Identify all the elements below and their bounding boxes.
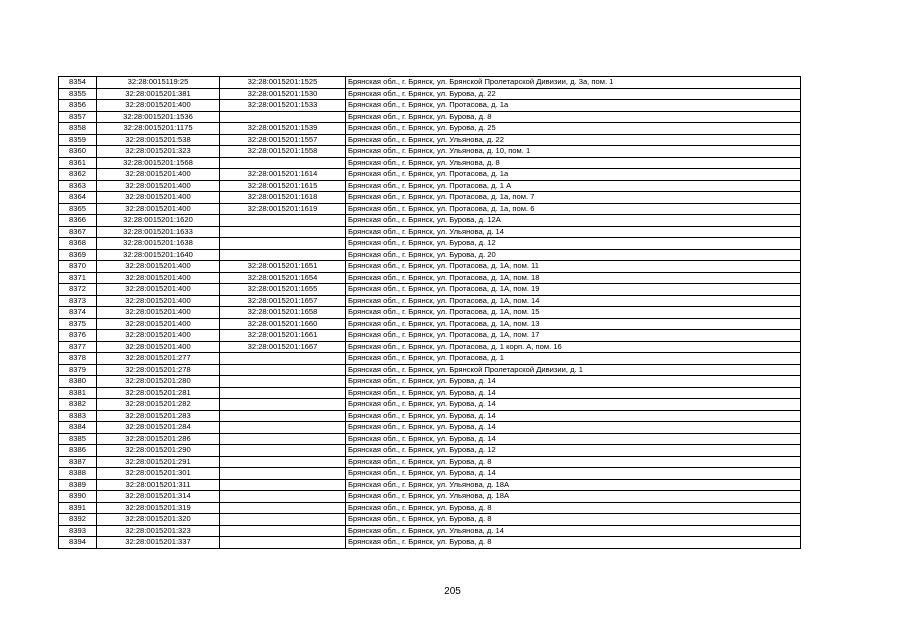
cadastral-number-cell: 32:28:0015201:400 [97, 192, 220, 204]
object-cadastral-number-cell [220, 157, 346, 169]
address-cell: Брянская обл., г. Брянск, ул. Бурова, д. 25 [346, 123, 801, 135]
object-cadastral-number-cell: 32:28:0015201:1615 [220, 180, 346, 192]
row-number-cell: 8392 [59, 514, 97, 526]
cadastral-number-cell: 32:28:0015201:1633 [97, 226, 220, 238]
address-cell: Брянская обл., г. Брянск, ул. Протасова, д. 1а [346, 100, 801, 112]
object-cadastral-number-cell: 32:28:0015201:1557 [220, 134, 346, 146]
row-number-cell: 8391 [59, 502, 97, 514]
row-number-cell: 8379 [59, 364, 97, 376]
table-row [59, 364, 801, 376]
row-number-cell: 8369 [59, 249, 97, 261]
object-cadastral-number-cell: 32:28:0015201:1530 [220, 88, 346, 100]
row-number-cell: 8362 [59, 169, 97, 181]
address-cell: Брянская обл., г. Брянск, ул. Протасова, д. 1А, пом. 14 [346, 295, 801, 307]
cadastral-number-cell: 32:28:0015201:337 [97, 537, 220, 549]
table-row [59, 169, 801, 181]
object-cadastral-number-cell [220, 387, 346, 399]
table-row [59, 215, 801, 227]
object-cadastral-number-cell: 32:28:0015201:1657 [220, 295, 346, 307]
cadastral-number-cell: 32:28:0015201:381 [97, 88, 220, 100]
object-cadastral-number-cell [220, 502, 346, 514]
address-cell: Брянская обл., г. Брянск, ул. Бурова, д. 8 [346, 456, 801, 468]
table-row [59, 272, 801, 284]
table-row [59, 422, 801, 434]
object-cadastral-number-cell: 32:28:0015201:1651 [220, 261, 346, 273]
address-cell: Брянская обл., г. Брянск, ул. Протасова, д. 1А, пом. 19 [346, 284, 801, 296]
row-number-cell: 8371 [59, 272, 97, 284]
cadastral-number-cell: 32:28:0015201:400 [97, 295, 220, 307]
row-number-cell: 8388 [59, 468, 97, 480]
table-row [59, 445, 801, 457]
address-cell: Брянская обл., г. Брянск, ул. Брянской Пролетарской Дивизии, д. 3а, пом. 1 [346, 77, 801, 89]
row-number-cell: 8378 [59, 353, 97, 365]
table-row [59, 502, 801, 514]
table-row [59, 192, 801, 204]
address-cell: Брянская обл., г. Брянск, ул. Ульянова, д. 14 [346, 525, 801, 537]
cadastral-number-cell: 32:28:0015201:290 [97, 445, 220, 457]
table-row [59, 537, 801, 549]
table-row [59, 341, 801, 353]
object-cadastral-number-cell: 32:28:0015201:1558 [220, 146, 346, 158]
cadastral-number-cell: 32:28:0015201:1568 [97, 157, 220, 169]
object-cadastral-number-cell [220, 456, 346, 468]
object-cadastral-number-cell: 32:28:0015201:1667 [220, 341, 346, 353]
table-row [59, 433, 801, 445]
address-cell: Брянская обл., г. Брянск, ул. Ульянова, д. 8 [346, 157, 801, 169]
address-cell: Брянская обл., г. Брянск, ул. Протасова, д. 1А, пом. 11 [346, 261, 801, 273]
row-number-cell: 8381 [59, 387, 97, 399]
address-cell: Брянская обл., г. Брянск, ул. Бурова, д. 14 [346, 422, 801, 434]
object-cadastral-number-cell [220, 226, 346, 238]
address-cell: Брянская обл., г. Брянск, ул. Протасова, д. 1а, пом. 7 [346, 192, 801, 204]
table-row [59, 203, 801, 215]
cadastral-number-cell: 32:28:0015201:1640 [97, 249, 220, 261]
object-cadastral-number-cell [220, 353, 346, 365]
row-number-cell: 8358 [59, 123, 97, 135]
table-row [59, 410, 801, 422]
object-cadastral-number-cell [220, 238, 346, 250]
cadastral-number-cell: 32:28:0015201:400 [97, 203, 220, 215]
object-cadastral-number-cell: 32:28:0015201:1619 [220, 203, 346, 215]
cadastral-number-cell: 32:28:0015201:278 [97, 364, 220, 376]
object-cadastral-number-cell [220, 537, 346, 549]
row-number-cell: 8357 [59, 111, 97, 123]
cadastral-number-cell: 32:28:0015201:400 [97, 284, 220, 296]
table-row [59, 146, 801, 158]
table-row [59, 387, 801, 399]
table-row [59, 376, 801, 388]
cadastral-number-cell: 32:28:0015201:280 [97, 376, 220, 388]
object-cadastral-number-cell: 32:28:0015201:1658 [220, 307, 346, 319]
row-number-cell: 8365 [59, 203, 97, 215]
address-cell: Брянская обл., г. Брянск, ул. Бурова, д. 8 [346, 514, 801, 526]
address-cell: Брянская обл., г. Брянск, ул. Протасова, д. 1 [346, 353, 801, 365]
address-cell: Брянская обл., г. Брянск, ул. Ульянова, д. 22 [346, 134, 801, 146]
row-number-cell: 8394 [59, 537, 97, 549]
table-row [59, 330, 801, 342]
object-cadastral-number-cell [220, 525, 346, 537]
object-cadastral-number-cell [220, 445, 346, 457]
row-number-cell: 8387 [59, 456, 97, 468]
address-cell: Брянская обл., г. Брянск, ул. Протасова, д. 1А, пом. 13 [346, 318, 801, 330]
cadastral-number-cell: 32:28:0015201:400 [97, 307, 220, 319]
object-cadastral-number-cell [220, 514, 346, 526]
address-cell: Брянская обл., г. Брянск, ул. Бурова, д. 14 [346, 468, 801, 480]
row-number-cell: 8374 [59, 307, 97, 319]
address-cell: Брянская обл., г. Брянск, ул. Бурова, д. 14 [346, 410, 801, 422]
cadastral-number-cell: 32:28:0015201:323 [97, 525, 220, 537]
address-cell: Брянская обл., г. Брянск, ул. Бурова, д. 8 [346, 537, 801, 549]
cadastral-number-cell: 32:28:0015201:538 [97, 134, 220, 146]
row-number-cell: 8366 [59, 215, 97, 227]
row-number-cell: 8383 [59, 410, 97, 422]
cadastral-number-cell: 32:28:0015119:25 [97, 77, 220, 89]
object-cadastral-number-cell: 32:28:0015201:1614 [220, 169, 346, 181]
table-row [59, 111, 801, 123]
table-row [59, 318, 801, 330]
cadastral-number-cell: 32:28:0015201:400 [97, 100, 220, 112]
table-row [59, 514, 801, 526]
cadastral-number-cell: 32:28:0015201:286 [97, 433, 220, 445]
cadastral-number-cell: 32:28:0015201:320 [97, 514, 220, 526]
object-cadastral-number-cell [220, 410, 346, 422]
cadastral-number-cell: 32:28:0015201:1536 [97, 111, 220, 123]
cadastral-number-cell: 32:28:0015201:400 [97, 330, 220, 342]
table-row [59, 238, 801, 250]
address-cell: Брянская обл., г. Брянск, ул. Протасова, д. 1а, пом. 6 [346, 203, 801, 215]
address-cell: Брянская обл., г. Брянск, ул. Бурова, д. 8 [346, 502, 801, 514]
row-number-cell: 8386 [59, 445, 97, 457]
address-cell: Брянская обл., г. Брянск, ул. Протасова, д. 1А, пом. 18 [346, 272, 801, 284]
registry-table-body [59, 77, 801, 549]
address-cell: Брянская обл., г. Брянск, ул. Бурова, д. 8 [346, 111, 801, 123]
cadastral-number-cell: 32:28:0015201:400 [97, 180, 220, 192]
address-cell: Брянская обл., г. Брянск, ул. Бурова, д. 14 [346, 376, 801, 388]
object-cadastral-number-cell [220, 111, 346, 123]
object-cadastral-number-cell: 32:28:0015201:1618 [220, 192, 346, 204]
object-cadastral-number-cell [220, 376, 346, 388]
cadastral-number-cell: 32:28:0015201:400 [97, 272, 220, 284]
object-cadastral-number-cell [220, 399, 346, 411]
row-number-cell: 8385 [59, 433, 97, 445]
object-cadastral-number-cell: 32:28:0015201:1539 [220, 123, 346, 135]
table-row [59, 307, 801, 319]
object-cadastral-number-cell [220, 422, 346, 434]
row-number-cell: 8364 [59, 192, 97, 204]
table-row [59, 456, 801, 468]
table-row [59, 468, 801, 480]
row-number-cell: 8377 [59, 341, 97, 353]
row-number-cell: 8393 [59, 525, 97, 537]
object-cadastral-number-cell [220, 468, 346, 480]
row-number-cell: 8375 [59, 318, 97, 330]
cadastral-number-cell: 32:28:0015201:400 [97, 169, 220, 181]
address-cell: Брянская обл., г. Брянск, ул. Протасова, д. 1 корп. А, пом. 16 [346, 341, 801, 353]
object-cadastral-number-cell: 32:28:0015201:1654 [220, 272, 346, 284]
address-cell: Брянская обл., г. Брянск, ул. Протасова, д. 1А, пом. 17 [346, 330, 801, 342]
page-number: 205 [444, 586, 461, 597]
table-row [59, 100, 801, 112]
table-row [59, 180, 801, 192]
row-number-cell: 8368 [59, 238, 97, 250]
address-cell: Брянская обл., г. Брянск, ул. Бурова, д. 14 [346, 387, 801, 399]
table-row [59, 77, 801, 89]
row-number-cell: 8367 [59, 226, 97, 238]
address-cell: Брянская обл., г. Брянск, ул. Брянской Пролетарской Дивизии, д. 1 [346, 364, 801, 376]
row-number-cell: 8370 [59, 261, 97, 273]
cadastral-number-cell: 32:28:0015201:301 [97, 468, 220, 480]
cadastral-number-cell: 32:28:0015201:400 [97, 318, 220, 330]
table-row [59, 226, 801, 238]
row-number-cell: 8354 [59, 77, 97, 89]
object-cadastral-number-cell [220, 491, 346, 503]
table-row [59, 353, 801, 365]
cadastral-number-cell: 32:28:0015201:284 [97, 422, 220, 434]
object-cadastral-number-cell [220, 479, 346, 491]
row-number-cell: 8355 [59, 88, 97, 100]
address-cell: Брянская обл., г. Брянск, ул. Протасова, д. 1 А [346, 180, 801, 192]
table-row [59, 399, 801, 411]
cadastral-number-cell: 32:28:0015201:291 [97, 456, 220, 468]
cadastral-number-cell: 32:28:0015201:400 [97, 261, 220, 273]
cadastral-number-cell: 32:28:0015201:314 [97, 491, 220, 503]
address-cell: Брянская обл., г. Брянск, ул. Бурова, д. 14 [346, 433, 801, 445]
row-number-cell: 8384 [59, 422, 97, 434]
cadastral-number-cell: 32:28:0015201:281 [97, 387, 220, 399]
cadastral-number-cell: 32:28:0015201:1620 [97, 215, 220, 227]
address-cell: Брянская обл., г. Брянск, ул. Бурова, д. 12А [346, 215, 801, 227]
row-number-cell: 8389 [59, 479, 97, 491]
row-number-cell: 8376 [59, 330, 97, 342]
address-cell: Брянская обл., г. Брянск, ул. Ульянова, д. 18А [346, 491, 801, 503]
cadastral-number-cell: 32:28:0015201:282 [97, 399, 220, 411]
object-cadastral-number-cell: 32:28:0015201:1533 [220, 100, 346, 112]
object-cadastral-number-cell: 32:28:0015201:1661 [220, 330, 346, 342]
object-cadastral-number-cell: 32:28:0015201:1655 [220, 284, 346, 296]
address-cell: Брянская обл., г. Брянск, ул. Ульянова, д. 10, пом. 1 [346, 146, 801, 158]
row-number-cell: 8361 [59, 157, 97, 169]
table-row [59, 134, 801, 146]
address-cell: Брянская обл., г. Брянск, ул. Бурова, д. 14 [346, 399, 801, 411]
cadastral-number-cell: 32:28:0015201:277 [97, 353, 220, 365]
row-number-cell: 8380 [59, 376, 97, 388]
cadastral-number-cell: 32:28:0015201:400 [97, 341, 220, 353]
object-cadastral-number-cell [220, 249, 346, 261]
table-row [59, 284, 801, 296]
table-row [59, 525, 801, 537]
row-number-cell: 8373 [59, 295, 97, 307]
address-cell: Брянская обл., г. Брянск, ул. Протасова, д. 1а [346, 169, 801, 181]
table-row [59, 479, 801, 491]
address-cell: Брянская обл., г. Брянск, ул. Бурова, д. 22 [346, 88, 801, 100]
registry-table [58, 76, 801, 549]
cadastral-number-cell: 32:28:0015201:283 [97, 410, 220, 422]
cadastral-number-cell: 32:28:0015201:311 [97, 479, 220, 491]
address-cell: Брянская обл., г. Брянск, ул. Ульянова, д. 14 [346, 226, 801, 238]
object-cadastral-number-cell [220, 215, 346, 227]
row-number-cell: 8360 [59, 146, 97, 158]
table-row [59, 88, 801, 100]
row-number-cell: 8359 [59, 134, 97, 146]
table-row [59, 123, 801, 135]
cadastral-number-cell: 32:28:0015201:1175 [97, 123, 220, 135]
row-number-cell: 8390 [59, 491, 97, 503]
table-row [59, 157, 801, 169]
table-row [59, 261, 801, 273]
address-cell: Брянская обл., г. Брянск, ул. Бурова, д. 12 [346, 238, 801, 250]
object-cadastral-number-cell: 32:28:0015201:1525 [220, 77, 346, 89]
object-cadastral-number-cell [220, 433, 346, 445]
cadastral-number-cell: 32:28:0015201:1638 [97, 238, 220, 250]
address-cell: Брянская обл., г. Брянск, ул. Бурова, д. 20 [346, 249, 801, 261]
cadastral-number-cell: 32:28:0015201:319 [97, 502, 220, 514]
row-number-cell: 8363 [59, 180, 97, 192]
cadastral-number-cell: 32:28:0015201:323 [97, 146, 220, 158]
address-cell: Брянская обл., г. Брянск, ул. Протасова, д. 1А, пом. 15 [346, 307, 801, 319]
row-number-cell: 8356 [59, 100, 97, 112]
address-cell: Брянская обл., г. Брянск, ул. Бурова, д. 12 [346, 445, 801, 457]
object-cadastral-number-cell: 32:28:0015201:1660 [220, 318, 346, 330]
table-row [59, 491, 801, 503]
object-cadastral-number-cell [220, 364, 346, 376]
address-cell: Брянская обл., г. Брянск, ул. Ульянова, д. 18А [346, 479, 801, 491]
table-row [59, 249, 801, 261]
row-number-cell: 8382 [59, 399, 97, 411]
table-row [59, 295, 801, 307]
row-number-cell: 8372 [59, 284, 97, 296]
